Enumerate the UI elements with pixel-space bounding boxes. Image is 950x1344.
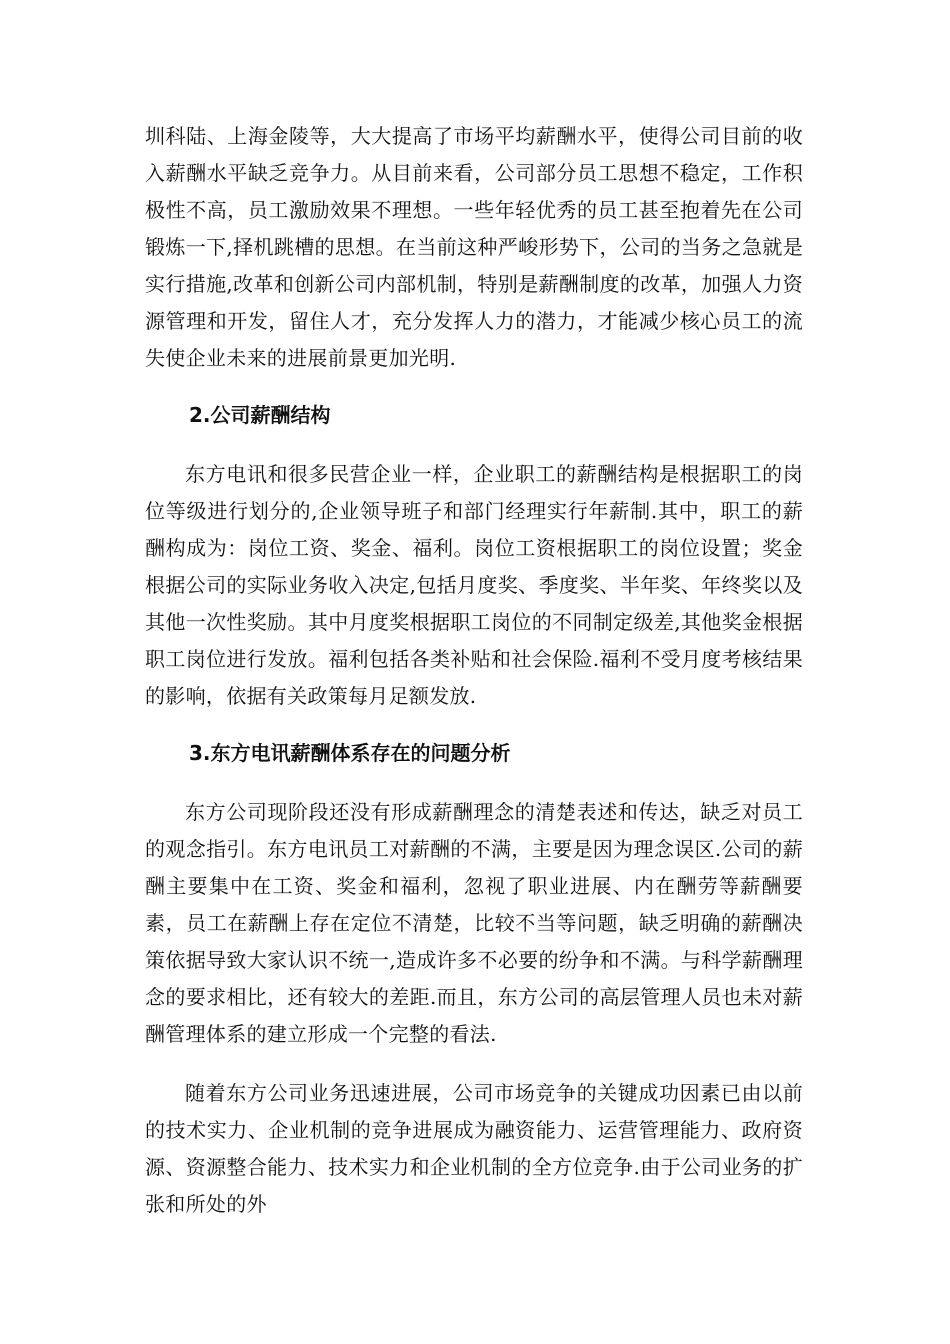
paragraph-continuation: 圳科陆、上海金陵等，大大提高了市场平均薪酬水平，使得公司目前的收入薪酬水平缺乏竞争力。从目前来看，公司部分员工思想不稳定，工作积极性不高，员工激励效果不理想。一些年轻优秀的员工甚至抱着先在公司锻炼一下,择机跳槽的思想。在当前这种严峻形势下，公司的当务之急就是实行措施,改革和创新公司内部机制，特别是薪酬制度的改革，加强人力资源管理和开发，留住人才，充分发挥人力的潜力，才能减少核心员工的流失使企业未来的进展前景更加光明. bbox=[145, 124, 803, 370]
paragraph-salary-structure: 东方电讯和很多民营企业一样，企业职工的薪酬结构是根据职工的岗位等级进行划分的,企业领导班子和部门经理实行年薪制.其中，职工的薪酬构成为：岗位工资、奖金、福利。岗位工资根据职工的岗位设置；奖金根据公司的实际业务收入决定,包括月度奖、季度奖、半年奖、年终奖以及其他一次性奖励。其中月度奖根据职工岗位的不同制定级差,其他奖金根据职工岗位进行发放。福利包括各类补贴和社会保险.福利不受月度考核结果的影响，依据有关政策每月足额发放. bbox=[145, 462, 803, 708]
document-page bbox=[145, 118, 803, 1223]
paragraph-problem-analysis: 东方公司现阶段还没有形成薪酬理念的清楚表述和传达，缺乏对员工的观念指引。东方电讯员工对薪酬的不满，主要是因为理念误区.公司的薪酬主要集中在工资、奖金和福利，忽视了职业进展、内在酬劳等薪酬要素，员工在薪酬上存在定位不清楚，比较不当等问题，缺乏明确的薪酬决策依据导致大家认识不统一,造成许多不必要的纷争和不满。与科学薪酬理念的要求相比，还有较大的差距.而且，东方公司的高层管理人员也未对薪酬管理体系的建立形成一个完整的看法. bbox=[145, 800, 803, 1046]
section-heading-problem-analysis: 3.东方电讯薪酬体系存在的问题分析 bbox=[189, 741, 511, 765]
paragraph-business-growth: 随着东方公司业务迅速进展，公司市场竞争的关键成功因素已由以前的技术实力、企业机制的竞争进展成为融资能力、运营管理能力、政府资源、资源整合能力、技术实力和企业机制的全方位竞争.由于公司业务的扩张和所处的外 bbox=[145, 1081, 803, 1216]
section-heading-salary-structure: 2.公司薪酬结构 bbox=[189, 403, 331, 427]
